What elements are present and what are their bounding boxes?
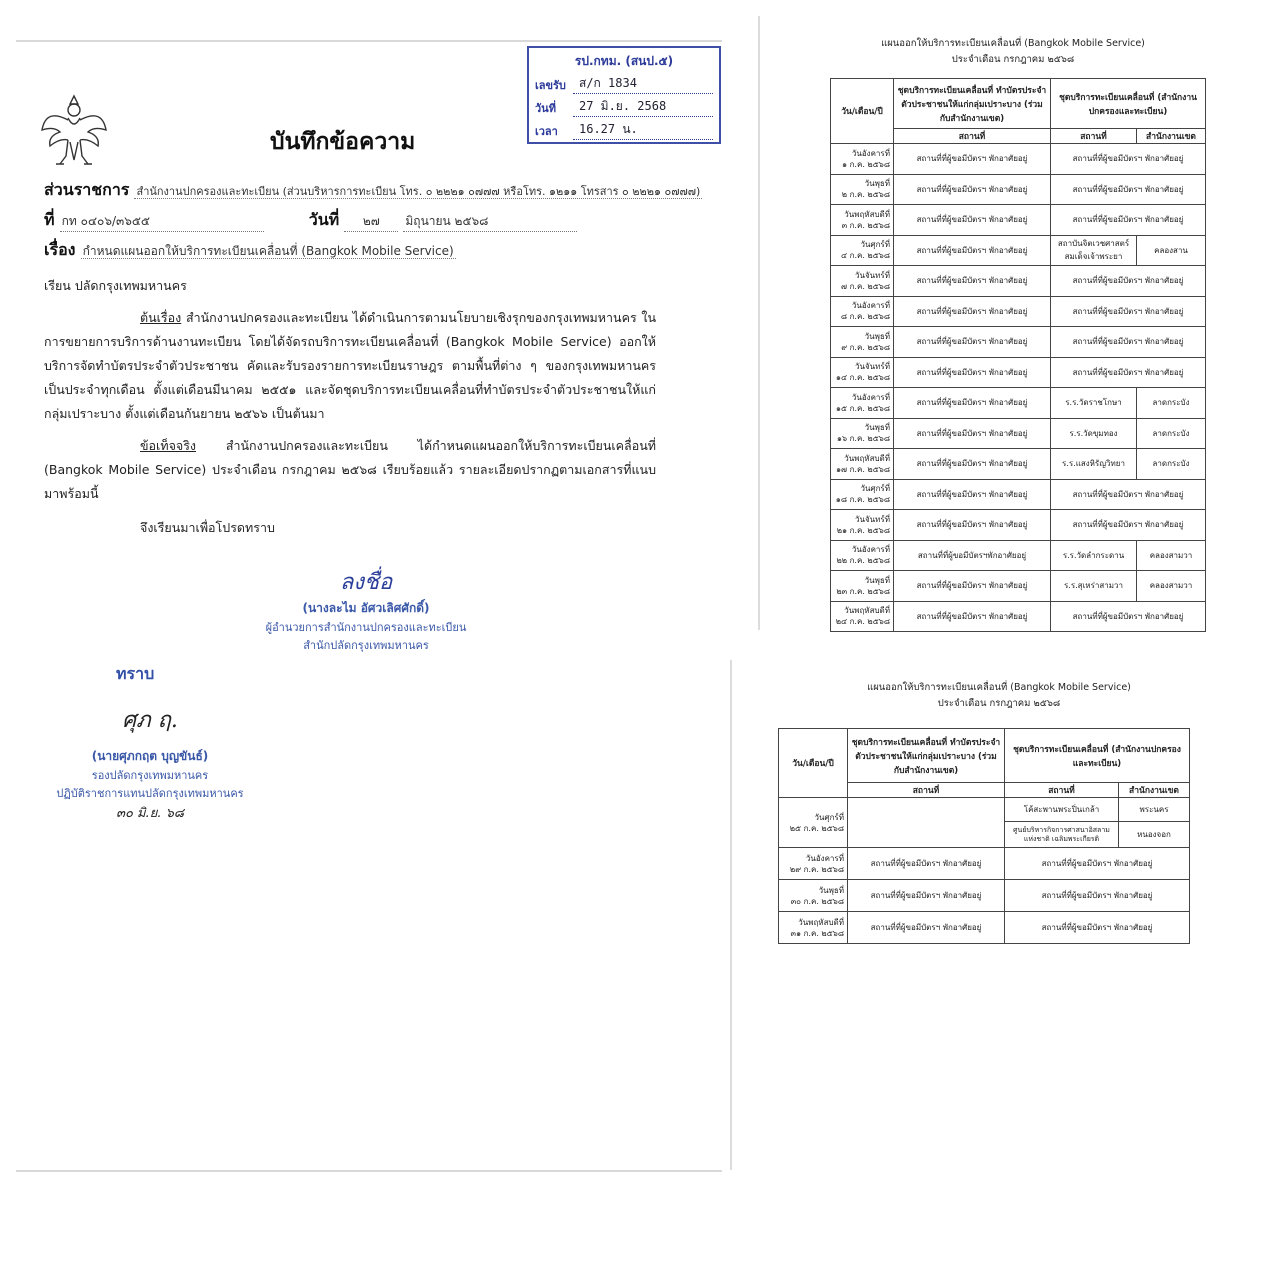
paragraph-background-body: สำนักงานปกครองและทะเบียน ได้ดำเนินการตามนโยบายเชิงรุกของกรุงเทพมหานคร ในการขยายการบริการด้านงานทะเบียน โดยได้จัดรถบริการทะเบียนเคลื่อนที่ (Bangkok Mobile Service) ออกให้บริการจัดทำบัตรประจำตัวประชาชน คัดและรับรองรายการทะเบียนราษฎร ตามพื้นที่ต่าง ๆ ของกรุงเทพมหานครเป็นประจำทุกเดือน ตั้งแต่เดือนมีนาคม ๒๕๕๑ และจัดชุดบริการทะเบียนเคลื่อนที่ทำบัตรประจำตัวประชาชนให้แก่กลุ่มเปราะบาง ตั้งแต่เดือนกันยายน ๒๕๖๖ เป็นต้นมา bbox=[44, 310, 656, 421]
row-date-cell bbox=[779, 848, 848, 880]
row-place-a: สถานที่ที่ผู้ขอมีบัตรฯพักอาศัยอยู่ bbox=[894, 540, 1051, 571]
schedule-table-1 bbox=[830, 78, 1206, 632]
row-place-a: สถานที่ที่ผู้ขอมีบัตรฯ พักอาศัยอยู่ bbox=[848, 880, 1005, 912]
table-row bbox=[831, 388, 1206, 419]
header-place-a: สถานที่ bbox=[894, 129, 1051, 144]
table-row bbox=[831, 174, 1206, 205]
row-place-b: สถานที่ที่ผู้ขอมีบัตรฯ พักอาศัยอยู่ bbox=[1051, 266, 1206, 297]
row-date: ๑๗ ก.ค. ๒๕๖๘ bbox=[835, 464, 890, 474]
row-place-a: สถานที่ที่ผู้ขอมีบัตรฯ พักอาศัยอยู่ bbox=[894, 418, 1051, 449]
row-place-a: สถานที่ที่ผู้ขอมีบัตรฯ พักอาศัยอยู่ bbox=[894, 266, 1051, 297]
row-place-b: สถานที่ที่ผู้ขอมีบัตรฯ พักอาศัยอยู่ bbox=[1051, 327, 1206, 358]
paragraph-facts-body: สำนักงานปกครองและทะเบียน ได้กำหนดแผนออกให้บริการทะเบียนเคลื่อนที่ (Bangkok Mobile Service) ประจำเดือน กรกฎาคม ๒๕๖๘ เรียบร้อยแล้ว รายละเอียดปรากฏตามเอกสารที่แนบมาพร้อมนี้ bbox=[44, 438, 656, 501]
stamp-receive-no: ส/ก 1834 bbox=[573, 74, 713, 94]
doc-no-value: กท ๐๔๐๖/๓๖๕๕ bbox=[60, 212, 264, 232]
row-date-cell bbox=[831, 205, 894, 236]
row-place-b: สถานที่ที่ผู้ขอมีบัตรฯ พักอาศัยอยู่ bbox=[1005, 912, 1190, 944]
row-date-cell bbox=[831, 296, 894, 327]
row-day: วันพฤหัสบดีที่ bbox=[844, 453, 890, 463]
stamp-receive-label: เลขรับ bbox=[535, 79, 566, 92]
paragraph-background-head: ต้นเรื่อง bbox=[140, 310, 182, 325]
row-date-cell bbox=[831, 540, 894, 571]
row-place-b: สถานที่ที่ผู้ขอมีบัตรฯ พักอาศัยอยู่ bbox=[1005, 880, 1190, 912]
table-row bbox=[779, 880, 1190, 912]
row-day: วันศุกร์ที่ bbox=[860, 484, 890, 494]
row-place-a bbox=[848, 798, 1005, 848]
deputy-name: (นายศุภกฤต บุญขันธ์) bbox=[91, 749, 209, 763]
row-day: วันจันทร์ที่ bbox=[855, 514, 890, 524]
row-date-cell bbox=[831, 418, 894, 449]
paragraph-background bbox=[44, 306, 656, 426]
schedule-page-2 bbox=[730, 660, 1266, 1170]
row-date: ๘ ก.ค. ๒๕๖๘ bbox=[840, 312, 890, 322]
table-row bbox=[779, 912, 1190, 944]
subject-line bbox=[44, 238, 456, 263]
deputy-signature-block bbox=[30, 702, 270, 823]
header-place-b: สถานที่ bbox=[1051, 129, 1137, 144]
row-date-cell bbox=[831, 601, 894, 632]
row-date-cell bbox=[831, 174, 894, 205]
salutation: เรียน ปลัดกรุงเทพมหานคร bbox=[44, 278, 187, 293]
row-date: ๙ ก.ค. ๒๕๖๘ bbox=[841, 342, 890, 352]
schedule-subtitle: ประจำเดือน กรกฎาคม ๒๕๖๘ bbox=[951, 54, 1075, 65]
row-district: ลาดกระบัง bbox=[1137, 449, 1206, 480]
doc-date-day: ๒๗ bbox=[344, 212, 398, 232]
row-date-cell bbox=[831, 510, 894, 541]
deputy-position: รองปลัดกรุงเทพมหานคร bbox=[91, 769, 209, 782]
row-day: วันพุธที่ bbox=[864, 575, 890, 585]
table-row bbox=[779, 848, 1190, 880]
row-date: ๓๑ ก.ค. ๒๕๖๘ bbox=[790, 928, 844, 938]
row-place-b: สถานที่ที่ผู้ขอมีบัตรฯ พักอาศัยอยู่ bbox=[1051, 357, 1206, 388]
row-place-b: ร.ร.สุเหร่าสามวา bbox=[1051, 571, 1137, 602]
table-row bbox=[831, 571, 1206, 602]
doc-no-line bbox=[44, 208, 577, 233]
header-group-b-2: ชุดบริการทะเบียนเคลื่อนที่ (สำนักงานปกครองและทะเบียน) bbox=[1005, 729, 1190, 783]
row-date-cell bbox=[779, 798, 848, 848]
row-place-b: โค้สะพานพระปิ่นเกล้า bbox=[1005, 798, 1119, 822]
table-row bbox=[831, 418, 1206, 449]
row-place-a: สถานที่ที่ผู้ขอมีบัตรฯ พักอาศัยอยู่ bbox=[894, 510, 1051, 541]
row-day: วันพุธที่ bbox=[864, 179, 890, 189]
row-date-cell bbox=[779, 880, 848, 912]
stamp-header: รป.กทม. (สนป.๕) bbox=[574, 54, 674, 68]
table-row bbox=[831, 540, 1206, 571]
row-place-b: สถานที่ที่ผู้ขอมีบัตรฯ พักอาศัยอยู่ bbox=[1051, 174, 1206, 205]
row-date: ๒๒ ก.ค. ๒๕๖๘ bbox=[836, 556, 890, 566]
row-place-a: สถานที่ที่ผู้ขอมีบัตรฯ พักอาศัยอยู่ bbox=[894, 357, 1051, 388]
closing-line: จึงเรียนมาเพื่อโปรดทราบ bbox=[140, 520, 275, 535]
row-date-cell bbox=[831, 479, 894, 510]
row-place-a: สถานที่ที่ผู้ขอมีบัตรฯ พักอาศัยอยู่ bbox=[894, 235, 1051, 266]
row-place-b: ร.ร.วัดขุมทอง bbox=[1051, 418, 1137, 449]
table-row bbox=[831, 327, 1206, 358]
row-date: ๑ ก.ค. ๒๕๖๘ bbox=[841, 159, 890, 169]
row-place-b: สถานที่ที่ผู้ขอมีบัตรฯ พักอาศัยอยู่ bbox=[1051, 510, 1206, 541]
row-place-a: สถานที่ที่ผู้ขอมีบัตรฯ พักอาศัยอยู่ bbox=[894, 205, 1051, 236]
header-group-b: ชุดบริการทะเบียนเคลื่อนที่ (สำนักงานปกครองและทะเบียน) bbox=[1051, 79, 1206, 129]
row-district: หนองจอก bbox=[1119, 822, 1190, 848]
row-date-cell bbox=[831, 235, 894, 266]
garuda-emblem-icon bbox=[38, 90, 110, 172]
table-row bbox=[831, 479, 1206, 510]
row-date-cell bbox=[779, 912, 848, 944]
row-place-a: สถานที่ที่ผู้ขอมีบัตรฯ พักอาศัยอยู่ bbox=[894, 571, 1051, 602]
row-date: ๒๑ ก.ค. ๒๕๖๘ bbox=[836, 525, 890, 535]
header-group-a-2: ชุดบริการทะเบียนเคลื่อนที่ ทำบัตรประจำตัวประชาชนให้แก่กลุ่มเปราะบาง (ร่วมกับสำนักงานเขต) bbox=[848, 729, 1005, 783]
row-day: วันศุกร์ที่ bbox=[860, 240, 890, 250]
stamp-date: 27 มิ.ย. 2568 bbox=[573, 97, 713, 117]
paragraph-facts bbox=[44, 434, 656, 506]
row-day: วันอังคารที่ bbox=[851, 545, 890, 555]
row-date: ๒๕ ก.ค. ๒๕๖๘ bbox=[789, 823, 844, 833]
doc-date-label: วันที่ bbox=[308, 210, 340, 229]
row-date: ๑๘ ก.ค. ๒๕๖๘ bbox=[835, 495, 890, 505]
memo-page bbox=[16, 40, 722, 1172]
header-group-a: ชุดบริการทะเบียนเคลื่อนที่ ทำบัตรประจำตัวประชาชนให้แก่กลุ่มเปราะบาง (ร่วมกับสำนักงานเขต) bbox=[894, 79, 1051, 129]
row-date: ๑๔ ก.ค. ๒๕๖๘ bbox=[835, 373, 890, 383]
row-date-cell bbox=[831, 357, 894, 388]
row-date-cell bbox=[831, 327, 894, 358]
row-place-a: สถานที่ที่ผู้ขอมีบัตรฯ พักอาศัยอยู่ bbox=[848, 912, 1005, 944]
director-signature: ลงชื่อ bbox=[339, 570, 393, 595]
table-row bbox=[831, 235, 1206, 266]
paragraph-facts-head: ข้อเท็จจริง bbox=[140, 438, 197, 453]
director-name: (นางละไม อัศวเลิศศักดิ์) bbox=[302, 601, 430, 615]
row-date-cell bbox=[831, 144, 894, 175]
table-row bbox=[831, 601, 1206, 632]
table-row bbox=[831, 449, 1206, 480]
table-row bbox=[831, 510, 1206, 541]
row-date: ๒๓ ก.ค. ๒๕๖๘ bbox=[836, 586, 890, 596]
row-day: วันจันทร์ที่ bbox=[855, 362, 890, 372]
header-district-2: สำนักงานเขต bbox=[1119, 783, 1190, 798]
schedule-title: แผนออกให้บริการทะเบียนเคลื่อนที่ (Bangkok Mobile Service) bbox=[881, 38, 1145, 49]
row-place-b: สถานที่ที่ผู้ขอมีบัตรฯ พักอาศัยอยู่ bbox=[1051, 144, 1206, 175]
row-date: ๑๕ ก.ค. ๒๕๖๘ bbox=[835, 403, 890, 413]
row-place-b: สถาบันจิตเวชศาสตร์ สมเด็จเจ้าพระยา bbox=[1051, 235, 1137, 266]
schedule-page-1 bbox=[758, 16, 1266, 630]
doc-date-rest: มิถุนายน ๒๕๖๘ bbox=[403, 212, 577, 232]
row-district: พระนคร bbox=[1119, 798, 1190, 822]
row-day: วันพฤหัสบดีที่ bbox=[798, 917, 844, 927]
row-date-cell bbox=[831, 388, 894, 419]
row-place-a: สถานที่ที่ผู้ขอมีบัตรฯ พักอาศัยอยู่ bbox=[894, 174, 1051, 205]
row-date-cell bbox=[831, 266, 894, 297]
row-place-b: สถานที่ที่ผู้ขอมีบัตรฯ พักอาศัยอยู่ bbox=[1051, 205, 1206, 236]
doc-no-label: ที่ bbox=[44, 210, 55, 229]
row-district: คลองสาน bbox=[1137, 235, 1206, 266]
row-day: วันพฤหัสบดีที่ bbox=[844, 209, 890, 219]
row-date: ๑๖ ก.ค. ๒๕๖๘ bbox=[836, 434, 890, 444]
row-date: ๔ ก.ค. ๒๕๖๘ bbox=[841, 251, 890, 261]
schedule-table-2 bbox=[778, 728, 1190, 944]
deputy-acting: ปฏิบัติราชการแทนปลัดกรุงเทพมหานคร bbox=[56, 787, 244, 800]
schedule-subtitle-2: ประจำเดือน กรกฎาคม ๒๕๖๘ bbox=[937, 698, 1061, 709]
row-date: ๒๔ ก.ค. ๒๕๖๘ bbox=[835, 617, 890, 627]
row-place-a: สถานที่ที่ผู้ขอมีบัตรฯ พักอาศัยอยู่ bbox=[894, 388, 1051, 419]
table-row bbox=[779, 798, 1190, 822]
agency-label: ส่วนราชการ bbox=[44, 180, 130, 199]
subject-value: กำหนดแผนออกให้บริการทะเบียนเคลื่อนที่ (Bangkok Mobile Service) bbox=[82, 244, 454, 258]
agency-value: สำนักงานปกครองและทะเบียน (ส่วนบริหารการทะเบียน โทร. ๐ ๒๒๒๑ ๐๗๗๗ หรือโทร. ๑๒๑๑ โทรสาร ๐ ๒๒๒๑ ๐๗๗๗) bbox=[136, 185, 701, 198]
row-day: วันพุธที่ bbox=[864, 423, 890, 433]
deputy-sign-date: ๓๐ มิ.ย. ๖๘ bbox=[116, 806, 184, 821]
acknowledge-mark: ทราบ bbox=[116, 664, 155, 683]
table-row bbox=[831, 205, 1206, 236]
row-place-b: ร.ร.วัดลำกระดาน bbox=[1051, 540, 1137, 571]
row-place-a: สถานที่ที่ผู้ขอมีบัตรฯ พักอาศัยอยู่ bbox=[848, 848, 1005, 880]
received-stamp bbox=[527, 46, 721, 144]
header-district: สำนักงานเขต bbox=[1137, 129, 1206, 144]
stamp-time: 16.27 น. bbox=[573, 120, 713, 140]
header-date-2: วัน/เดือน/ปี bbox=[779, 729, 848, 798]
row-place-a: สถานที่ที่ผู้ขอมีบัตรฯ พักอาศัยอยู่ bbox=[894, 601, 1051, 632]
row-district: ลาดกระบัง bbox=[1137, 418, 1206, 449]
table-row bbox=[831, 357, 1206, 388]
row-day: วันจันทร์ที่ bbox=[855, 270, 890, 280]
row-place-b: ร.ร.แสงหิรัญวิทยา bbox=[1051, 449, 1137, 480]
director-position: ผู้อำนวยการสำนักงานปกครองและทะเบียน bbox=[265, 621, 467, 634]
director-office: สำนักปลัดกรุงเทพมหานคร bbox=[303, 639, 429, 652]
row-day: วันพุธที่ bbox=[818, 885, 844, 895]
row-day: วันอังคารที่ bbox=[805, 853, 844, 863]
row-day: วันศุกร์ที่ bbox=[814, 812, 844, 822]
row-date: ๗ ก.ค. ๒๕๖๘ bbox=[841, 281, 890, 291]
row-place-b: สถานที่ที่ผู้ขอมีบัตรฯ พักอาศัยอยู่ bbox=[1051, 479, 1206, 510]
row-place-a: สถานที่ที่ผู้ขอมีบัตรฯ พักอาศัยอยู่ bbox=[894, 479, 1051, 510]
row-place-b: ร.ร.วัดราชโกษา bbox=[1051, 388, 1137, 419]
row-date: ๓ ก.ค. ๒๕๖๘ bbox=[841, 220, 890, 230]
row-place-a: สถานที่ที่ผู้ขอมีบัตรฯ พักอาศัยอยู่ bbox=[894, 327, 1051, 358]
row-place-a: สถานที่ที่ผู้ขอมีบัตรฯ พักอาศัยอยู่ bbox=[894, 144, 1051, 175]
row-district: คลองสามวา bbox=[1137, 540, 1206, 571]
table-row bbox=[831, 144, 1206, 175]
row-date: ๒๙ ก.ค. ๒๕๖๘ bbox=[789, 864, 844, 874]
header-place-b-2: สถานที่ bbox=[1005, 783, 1119, 798]
director-signature-block bbox=[246, 564, 486, 654]
header-date: วัน/เดือน/ปี bbox=[831, 79, 894, 144]
row-district: ลาดกระบัง bbox=[1137, 388, 1206, 419]
table-row bbox=[831, 266, 1206, 297]
row-date-cell bbox=[831, 571, 894, 602]
memo-title: บันทึกข้อความ bbox=[270, 129, 416, 155]
row-date-cell bbox=[831, 449, 894, 480]
row-place-a: สถานที่ที่ผู้ขอมีบัตรฯ พักอาศัยอยู่ bbox=[894, 449, 1051, 480]
row-day: วันอังคารที่ bbox=[851, 301, 890, 311]
row-day: วันอังคารที่ bbox=[851, 148, 890, 158]
row-place-b: ศูนย์บริหารกิจการศาสนาอิสลามแห่งชาติ เฉลิมพระเกียรติ bbox=[1005, 822, 1119, 848]
subject-label: เรื่อง bbox=[44, 240, 76, 259]
header-place-a-2: สถานที่ bbox=[848, 783, 1005, 798]
table-row bbox=[831, 296, 1206, 327]
row-day: วันพฤหัสบดีที่ bbox=[844, 606, 890, 616]
row-date: ๓๐ ก.ค. ๒๕๖๘ bbox=[790, 896, 844, 906]
row-place-b: สถานที่ที่ผู้ขอมีบัตรฯ พักอาศัยอยู่ bbox=[1051, 601, 1206, 632]
row-day: วันอังคารที่ bbox=[851, 392, 890, 402]
row-place-b: สถานที่ที่ผู้ขอมีบัตรฯ พักอาศัยอยู่ bbox=[1051, 296, 1206, 327]
deputy-signature: ศุภ ฤ. bbox=[122, 708, 178, 733]
row-place-b: สถานที่ที่ผู้ขอมีบัตรฯ พักอาศัยอยู่ bbox=[1005, 848, 1190, 880]
stamp-time-label: เวลา bbox=[535, 125, 558, 138]
row-day: วันพุธที่ bbox=[864, 331, 890, 341]
agency-line bbox=[44, 178, 702, 203]
schedule-title-2: แผนออกให้บริการทะเบียนเคลื่อนที่ (Bangkok Mobile Service) bbox=[867, 682, 1131, 693]
row-date: ๒ ก.ค. ๒๕๖๘ bbox=[841, 190, 890, 200]
row-district: คลองสามวา bbox=[1137, 571, 1206, 602]
row-place-a: สถานที่ที่ผู้ขอมีบัตรฯ พักอาศัยอยู่ bbox=[894, 296, 1051, 327]
stamp-date-label: วันที่ bbox=[535, 102, 556, 115]
